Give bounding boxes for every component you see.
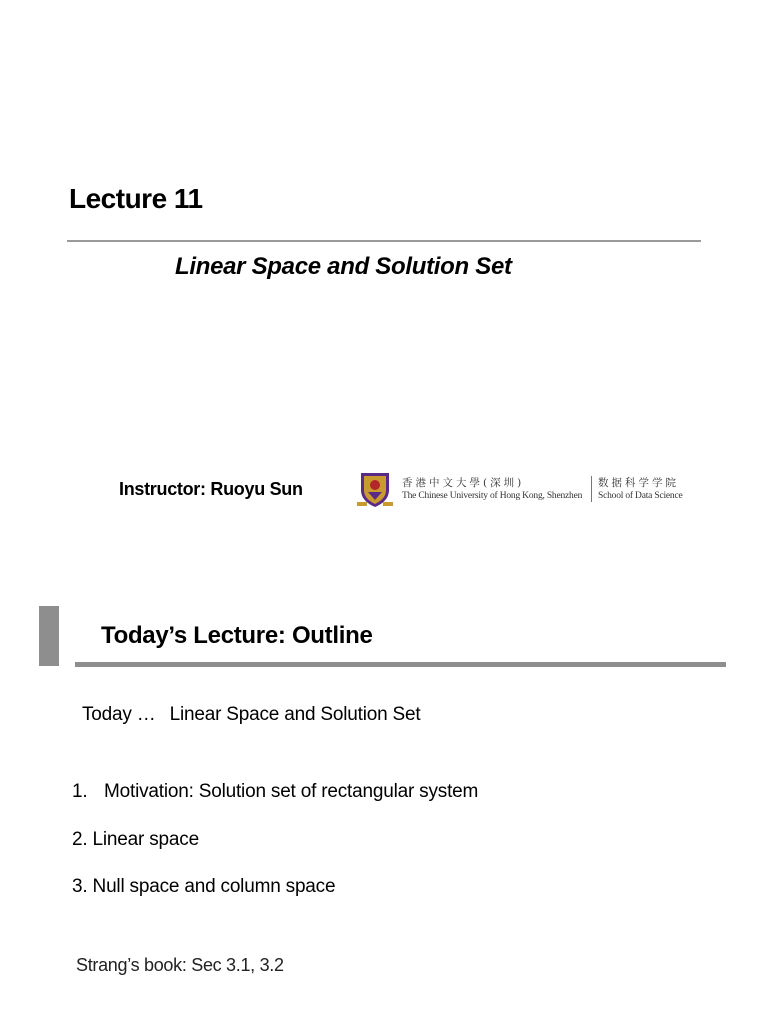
logo-divider: [591, 476, 592, 502]
outline-item-text: Null space and column space: [92, 876, 336, 897]
title-divider: [67, 240, 701, 242]
lecture-number: Lecture 11: [69, 183, 203, 214]
outline-item: [72, 876, 335, 898]
university-name-english: The Chinese University of Hong Kong, Shenzhen: [402, 491, 583, 501]
outline-item-text: Linear space: [92, 829, 199, 850]
today-topic: Linear Space and Solution Set: [169, 704, 421, 725]
school-name-chinese: 数据科学学院: [598, 477, 679, 489]
today-prefix: Today …: [82, 704, 156, 725]
outline-item-number: 3.: [72, 876, 88, 897]
outline-item: [72, 781, 478, 803]
outline-item: [72, 829, 199, 851]
outline-slide: [0, 560, 768, 1024]
university-name-chinese: 香港中文大學(深圳): [402, 477, 525, 489]
outline-title: Today’s Lecture: Outline: [101, 622, 373, 649]
lecture-subtitle: Linear Space and Solution Set: [175, 253, 512, 280]
university-logo: [355, 470, 690, 510]
outline-divider: [75, 662, 726, 667]
outline-item-text: Motivation: Solution set of rectangular system: [104, 781, 479, 802]
instructor-name: Instructor: Ruoyu Sun: [119, 479, 303, 499]
outline-item-number: 2.: [72, 829, 88, 850]
outline-item-number: 1.: [72, 781, 88, 802]
school-name-english: School of Data Science: [598, 491, 683, 501]
textbook-reference: Strang’s book: Sec 3.1, 3.2: [76, 955, 284, 975]
today-summary: [82, 704, 420, 726]
title-accent-bar: [39, 606, 59, 666]
university-crest-icon: [355, 470, 395, 508]
